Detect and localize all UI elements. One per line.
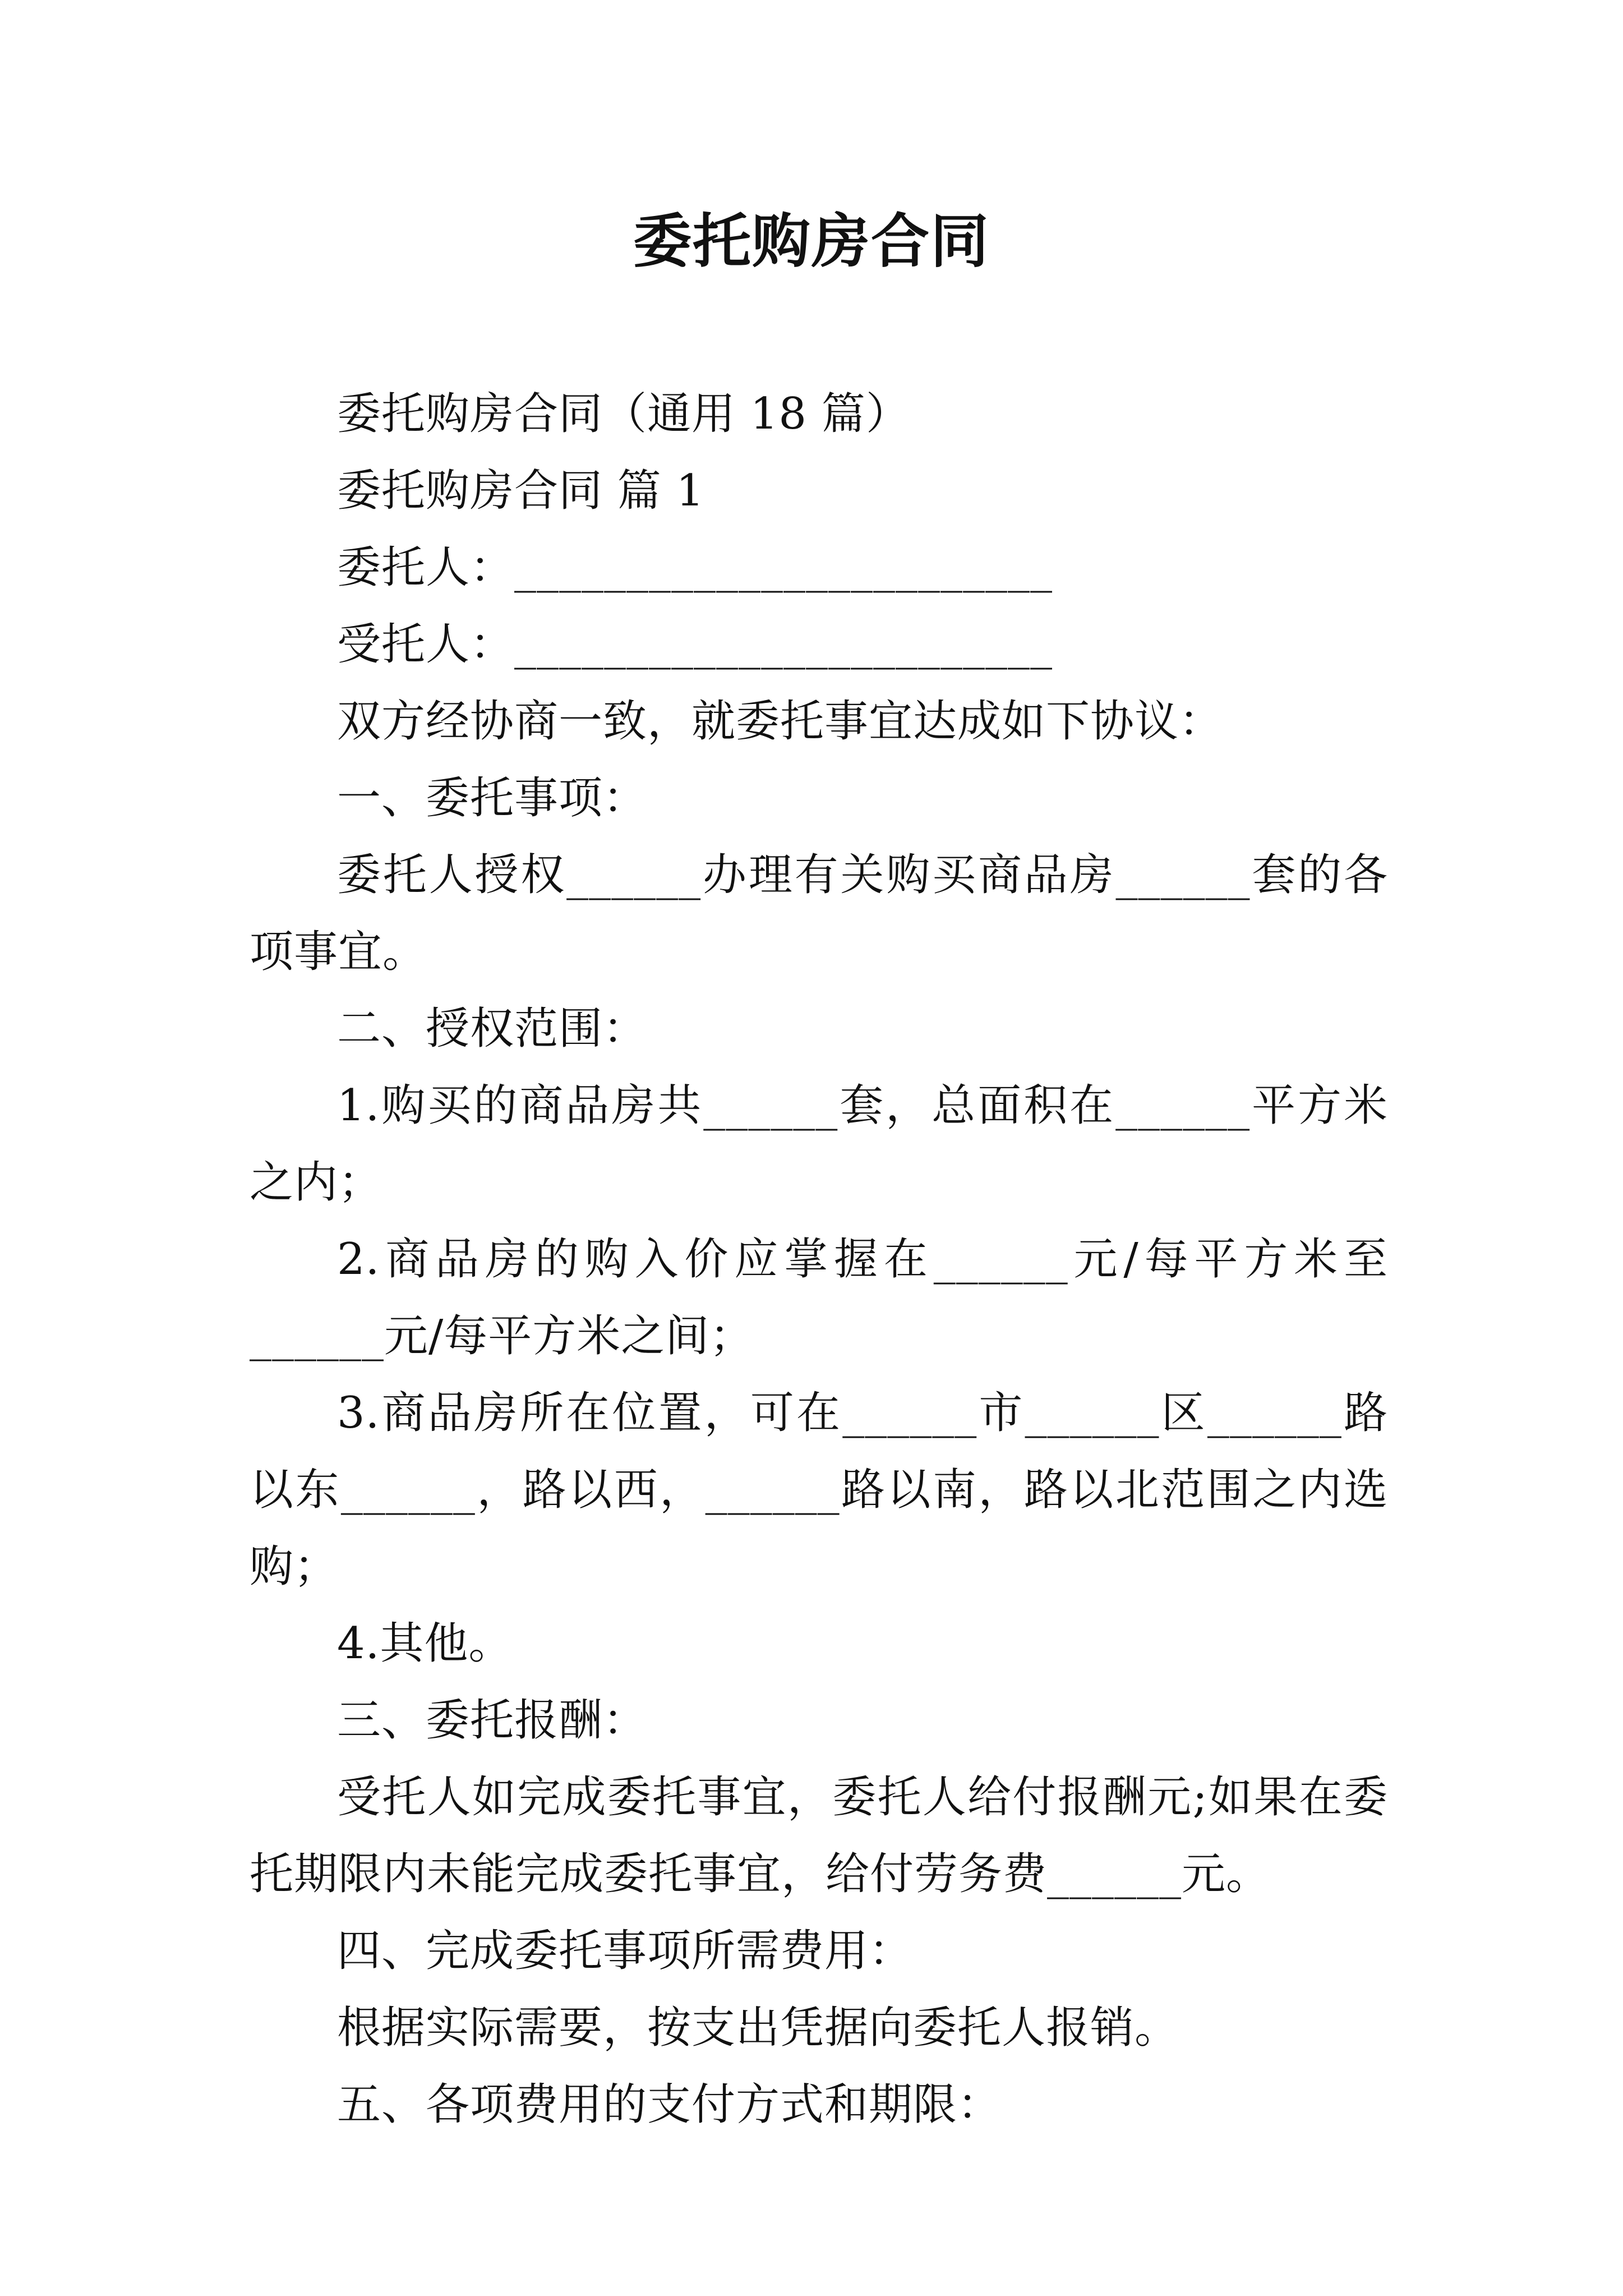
paragraph-heading-4: 四、完成委托事项所需费用： (337, 1926, 914, 1976)
paragraph-heading-3: 三、委托报酬： (337, 1695, 648, 1746)
document-body (250, 376, 1388, 2143)
paragraph-agreement-intro: 双方经协商一致，就委托事宜达成如下协议： (337, 696, 1224, 747)
paragraph-agent: 受托人：________________________ (337, 619, 1053, 670)
paragraph-text: 委托人授权______办理有关购买商品房______套的各项事宜。 (250, 850, 1388, 977)
paragraph-text: 受托人如完成委托事宜，委托人给付报酬元;如果在委托期限内未能完成委托事宜，给付劳务费______元。 (250, 1772, 1388, 1899)
paragraph-heading-5: 五、各项费用的支付方式和期限： (337, 2079, 1002, 2130)
paragraph-principal: 委托人：________________________ (337, 542, 1053, 593)
paragraph-item-1: 1.购买的商品房共______套，总面积在______平方米之内； (250, 1080, 1388, 1208)
paragraph-subtitle: 委托购房合同（通用 18 篇） (337, 389, 910, 439)
paragraph-section-heading: 委托购房合同 篇 1 (337, 466, 705, 516)
paragraph-item-3: 3.商品房所在位置，可在______市______区______路以东______，路以西，______路以南，路以北范围之内选购； (250, 1388, 1388, 1592)
paragraph-text: 根据实际需要，按支出凭据向委托人报销。 (337, 2003, 1179, 2053)
paragraph-heading-1: 一、委托事项： (337, 773, 648, 823)
paragraph-item-2: 2.商品房的购入价应掌握在______元/每平方米至______元/每平方米之间； (250, 1234, 1388, 1361)
document-title: 委托购房合同 (633, 206, 990, 275)
paragraph-heading-2: 二、授权范围： (337, 1004, 648, 1054)
paragraph-item-4: 4.其他。 (337, 1618, 513, 1669)
